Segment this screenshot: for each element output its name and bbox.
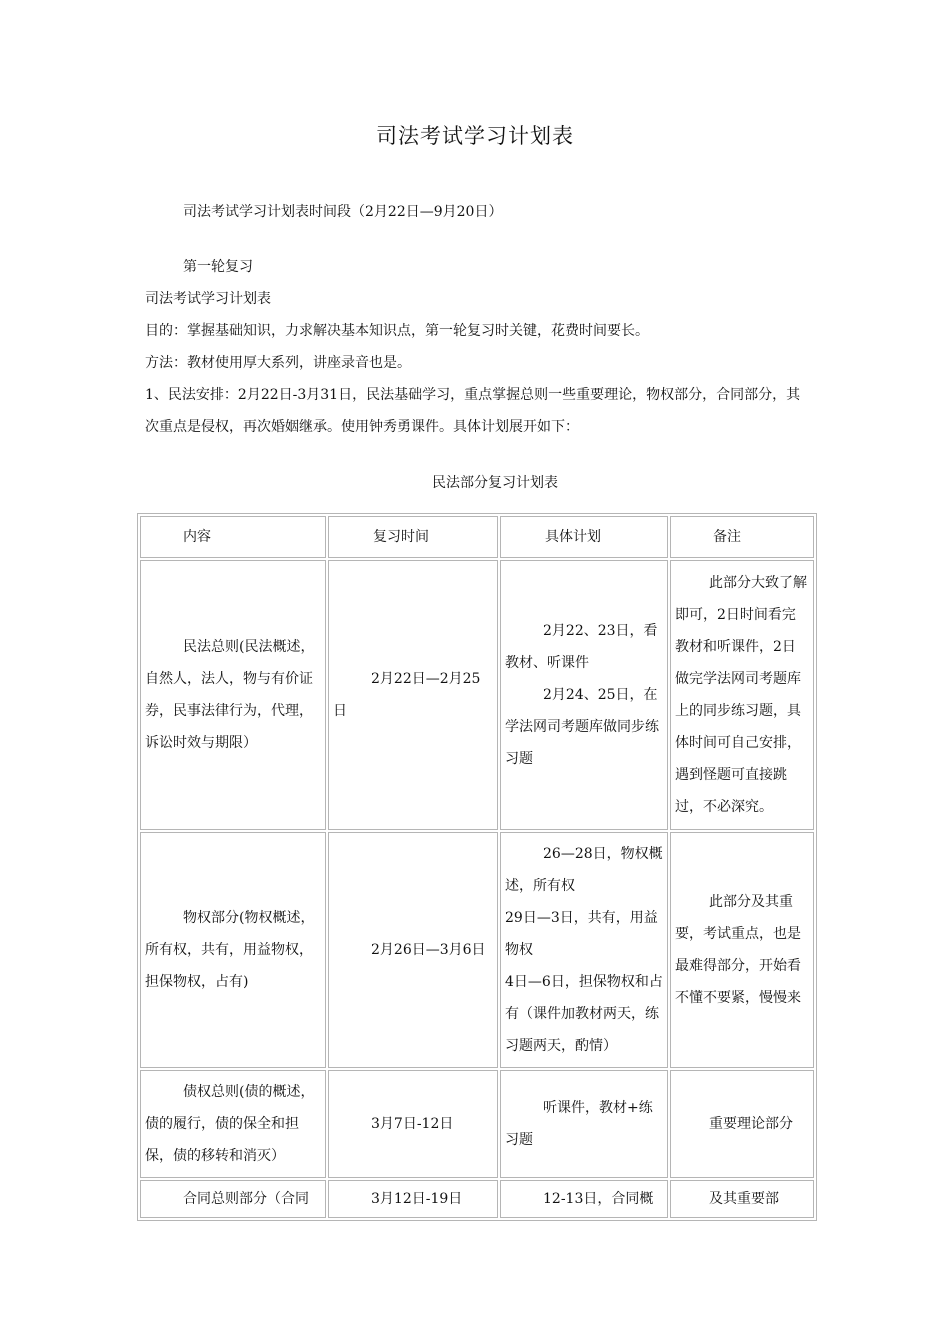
review-plan-table bbox=[137, 513, 817, 1221]
header-plan: 具体计划 bbox=[500, 516, 668, 558]
table-header-row bbox=[140, 516, 814, 558]
row-note: 重要理论部分 bbox=[670, 1070, 814, 1178]
table-row bbox=[140, 560, 814, 830]
header-note: 备注 bbox=[670, 516, 814, 558]
table-row bbox=[140, 832, 814, 1068]
row-plan: 12-13日，合同概 bbox=[500, 1180, 668, 1218]
round-heading: 第一轮复习 bbox=[183, 259, 253, 275]
row-content: 债权总则(债的概述，债的履行，债的保全和担保，债的移转和消灭） bbox=[140, 1070, 326, 1178]
table-caption: 民法部分复习计划表 bbox=[432, 475, 558, 491]
row-plan: 26—28日，物权概述，所有权 29日—3日，共有，用益物权 4日—6日，担保物权和占有（课件加教材两天，练习题两天，酌情） bbox=[500, 832, 668, 1068]
row-content: 合同总则部分（合同 bbox=[140, 1180, 326, 1218]
header-time: 复习时间 bbox=[328, 516, 498, 558]
row-plan: 2月22、23日，看教材、听课件 2月24、25日，在学法网司考题库做同步练习题 bbox=[500, 560, 668, 830]
civil-arrangement-text: 1、民法安排：2月22日-3月31日，民法基础学习，重点掌握总则一些重要理论，物权部分，合同部分，其次重点是侵权，再次婚姻继承。使用钟秀勇课件。具体计划展开如下： bbox=[145, 387, 801, 435]
row-time: 3月12日-19日 bbox=[328, 1180, 498, 1218]
table-row bbox=[140, 1070, 814, 1178]
plan-heading: 司法考试学习计划表 bbox=[145, 291, 271, 307]
row-plan: 听课件，教材+练习题 bbox=[500, 1070, 668, 1178]
row-content: 民法总则(民法概述，自然人，法人，物与有价证券，民事法律行为，代理，诉讼时效与期限） bbox=[140, 560, 326, 830]
row-note: 此部分及其重要，考试重点，也是最难得部分，开始看不懂不要紧，慢慢来 bbox=[670, 832, 814, 1068]
header-content: 内容 bbox=[140, 516, 326, 558]
row-time: 2月22日—2月25日 bbox=[328, 560, 498, 830]
goal-text: 目的：掌握基础知识，力求解决基本知识点，第一轮复习时关键，花费时间要长。 bbox=[145, 323, 649, 339]
method-text: 方法：教材使用厚大系列，讲座录音也是。 bbox=[145, 355, 411, 371]
row-note: 及其重要部 bbox=[670, 1180, 814, 1218]
time-period: 司法考试学习计划表时间段（2月22日—9月20日） bbox=[183, 204, 503, 220]
page-title: 司法考试学习计划表 bbox=[376, 124, 574, 148]
row-content: 物权部分(物权概述，所有权，共有，用益物权，担保物权，占有) bbox=[140, 832, 326, 1068]
table-row bbox=[140, 1180, 814, 1218]
row-time: 2月26日—3月6日 bbox=[328, 832, 498, 1068]
row-time: 3月7日-12日 bbox=[328, 1070, 498, 1178]
row-note: 此部分大致了解即可，2日时间看完教材和听课件，2日做完学法网司考题库上的同步练习题，具体时间可自己安排，遇到怪题可直接跳过，不必深究。 bbox=[670, 560, 814, 830]
